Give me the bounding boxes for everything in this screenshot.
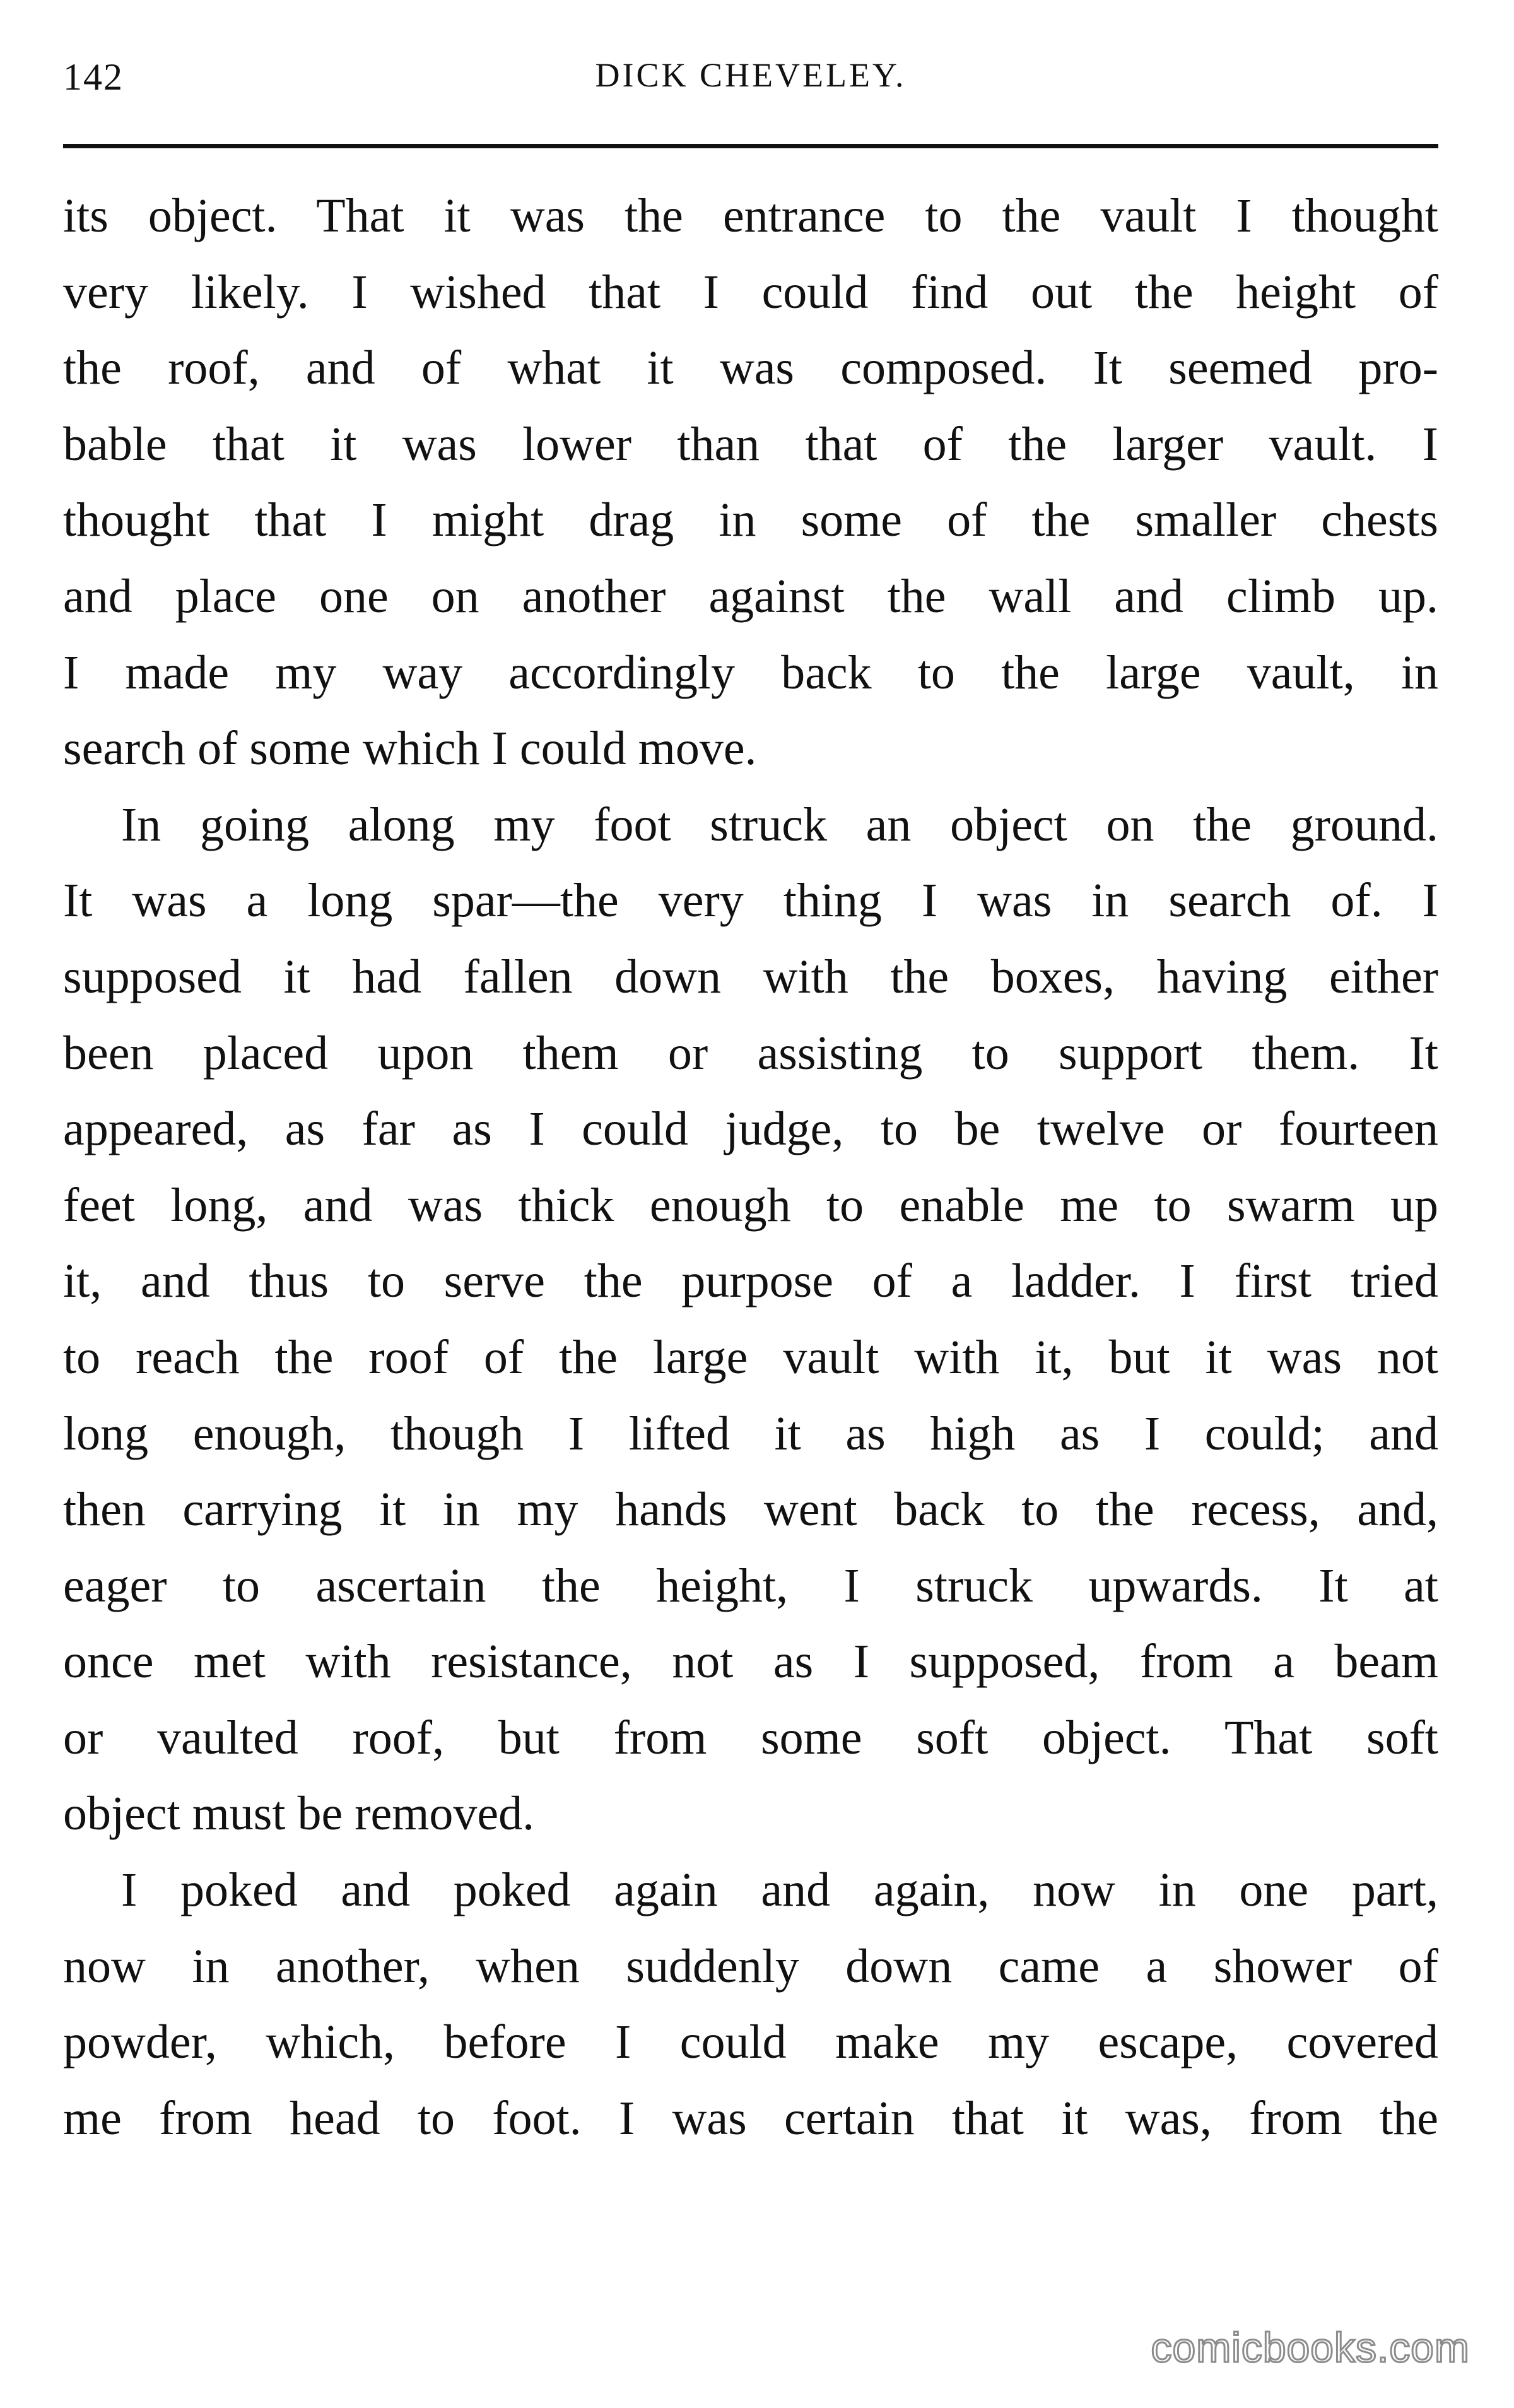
text-line: search of some which I could move.: [63, 722, 757, 776]
text-line: its object. That it was the entrance to the vault I thought: [63, 189, 1438, 242]
text-line: I made my way accordingly back to the large vault, in: [63, 646, 1438, 699]
running-title: DICK CHEVELEY.: [595, 56, 907, 94]
text-line: bable that it was lower than that of the larger vault. I: [63, 417, 1438, 471]
header-rule: [63, 144, 1438, 148]
text-line: eager to ascertain the height, I struck upwards. It at: [63, 1559, 1438, 1612]
text-line: object must be removed.: [63, 1787, 535, 1841]
page-number: 142: [63, 56, 124, 98]
text-line: In going along my foot struck an object on the ground.: [121, 798, 1438, 851]
text-line: or vaulted roof, but from some soft object. That soft: [63, 1711, 1438, 1764]
text-line: me from head to foot. I was certain that it was, from the: [63, 2091, 1438, 2145]
text-line: now in another, when suddenly down came a shower of: [63, 1939, 1438, 1993]
text-line: and place one on another against the wall and climb up.: [63, 569, 1438, 623]
text-line: once met with resistance, not as I supposed, from a beam: [63, 1635, 1438, 1689]
text-line: It was a long spar—the very thing I was in search of. I: [63, 874, 1438, 928]
text-line: the roof, and of what it was composed. It seemed pro-: [63, 341, 1438, 395]
text-line: very likely. I wished that I could find out the height of: [63, 265, 1438, 319]
text-line: appeared, as far as I could judge, to be twelve or fourteen: [63, 1102, 1438, 1156]
text-line: supposed it had fallen down with the boxes, having either: [63, 950, 1438, 1003]
text-line: been placed upon them or assisting to support them. It: [63, 1026, 1438, 1080]
text-line: it, and thus to serve the purpose of a ladder. I first tried: [63, 1254, 1438, 1308]
text-line: thought that I might drag in some of the smaller chests: [63, 493, 1438, 547]
text-line: then carrying it in my hands went back to the recess, and,: [63, 1483, 1438, 1537]
text-line: I poked and poked again and again, now in one part,: [121, 1863, 1438, 1917]
body-text: [63, 178, 1438, 2156]
running-head: [63, 56, 1438, 112]
watermark: comicbooks.com: [1151, 2324, 1470, 2371]
text-line: long enough, though I lifted it as high as I could; and: [63, 1407, 1438, 1460]
text-line: powder, which, before I could make my escape, covered: [63, 2016, 1438, 2069]
text-line: feet long, and was thick enough to enable me to swarm up: [63, 1178, 1438, 1232]
text-line: to reach the roof of the large vault with it, but it was not: [63, 1330, 1438, 1384]
